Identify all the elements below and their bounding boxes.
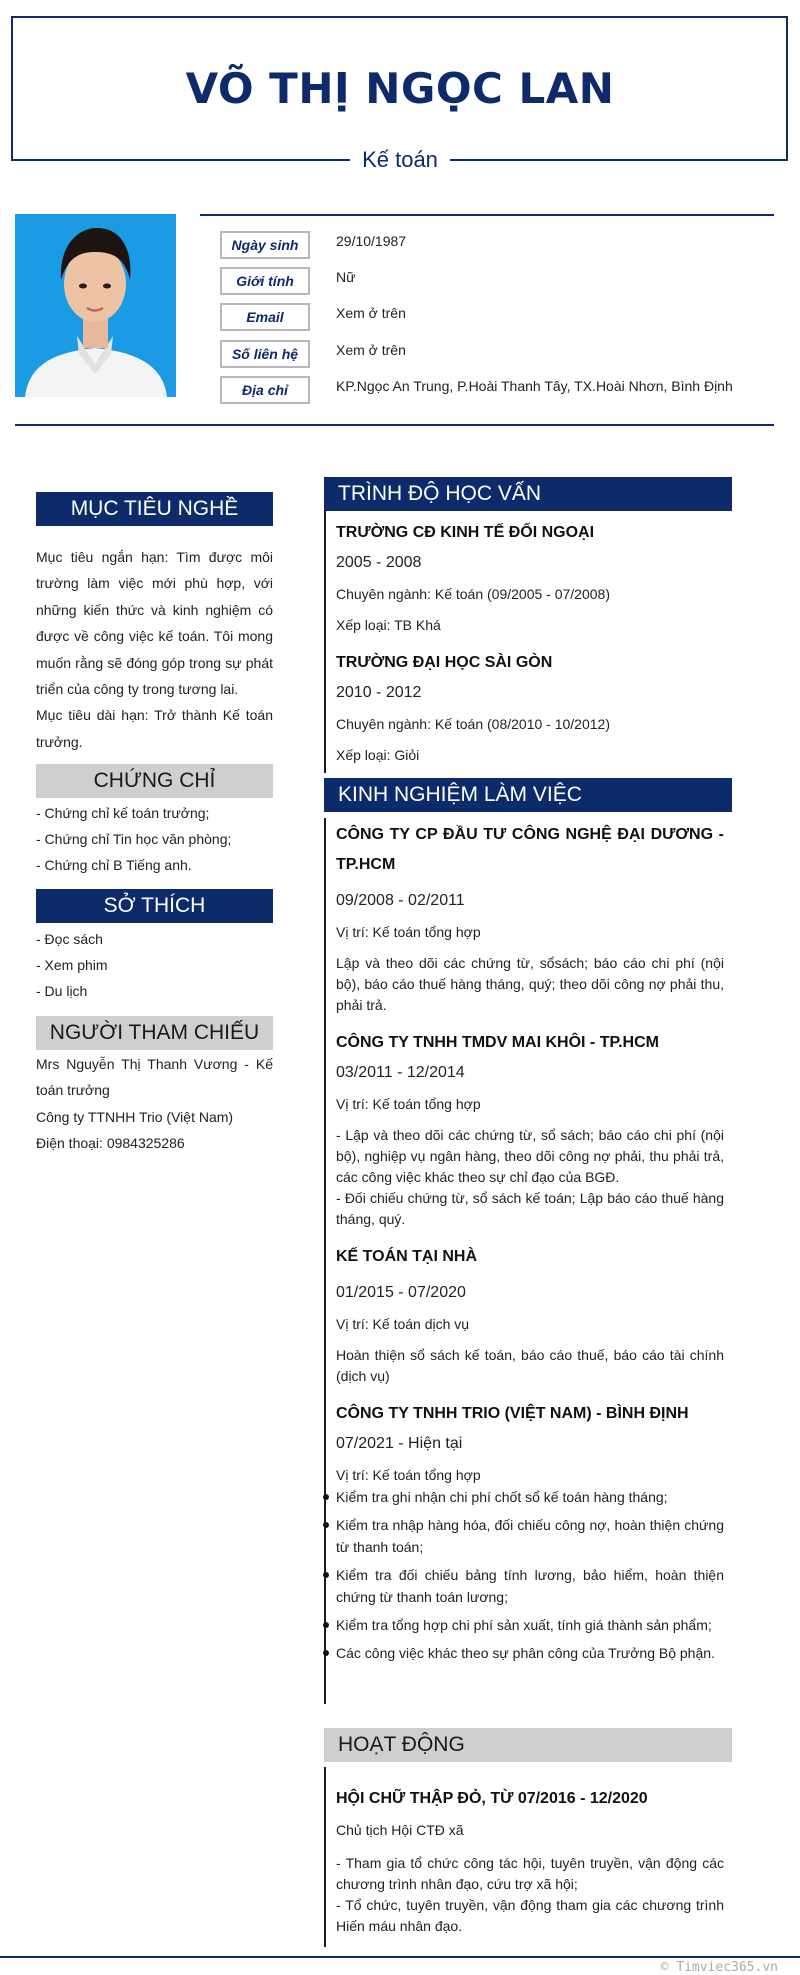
company-name: CÔNG TY TNHH TRIO (VIỆT NAM) - BÌNH ĐỊNH — [336, 1405, 689, 1422]
activities-rule — [324, 1767, 326, 1947]
job-description: - Đối chiếu chứng từ, sổ sách kế toán; Lập báo cáo thuế hàng tháng, quý. — [336, 1190, 724, 1227]
role-wrap — [0, 147, 800, 173]
job-period: 07/2021 - Hiện tại — [336, 1435, 463, 1452]
activity-org: HỘI CHỮ THẬP ĐỎ, TỪ 07/2016 - 12/2020 — [336, 1790, 648, 1807]
objective-heading: MỤC TIÊU NGHỀ NGHIỆP — [36, 492, 273, 526]
list-item: - Chứng chỉ kế toán trưởng; — [36, 805, 210, 821]
watermark: © Timviec365.vn — [660, 1960, 778, 1975]
hobbies-heading: SỞ THÍCH — [36, 889, 273, 923]
job-title: Kế toán — [350, 147, 450, 172]
phone-value: Xem ở trên — [336, 342, 406, 358]
objective-short: Mục tiêu ngắn hạn: Tìm được môi trường làm việc mới phù hợp, với những kiến thức và kinh nghiệm có được về công việc kế toán. Tôi mong muốn rằng sẽ đóng góp trong sự phát triển của công ty trong tương lai. — [36, 549, 273, 698]
list-item: Kiểm tra đối chiếu bảng tính lương, bảo hiểm, hoàn thiện chứng từ thanh toán lương; — [336, 1564, 724, 1608]
list-item: Kiểm tra nhập hàng hóa, đối chiếu công nợ, hoàn thiện chứng từ thanh toán; — [336, 1514, 724, 1558]
job-period: 09/2008 - 02/2011 — [336, 892, 465, 909]
activity-description: - Tham gia tổ chức công tác hội, tuyên truyền, vận động các chương trình nhân đạo, cứu trợ xã hội; — [336, 1855, 724, 1892]
references-heading: NGƯỜI THAM CHIẾU — [36, 1016, 273, 1050]
list-item: - Xem phim — [36, 957, 108, 973]
experience-list — [336, 820, 724, 1670]
activities-heading: HOẠT ĐỘNG — [324, 1728, 732, 1762]
candidate-name: VÕ THỊ NGỌC LAN — [185, 64, 615, 113]
address-value: KP.Ngọc An Trung, P.Hoài Thanh Tây, TX.Hoài Nhơn, Bình Định — [336, 378, 733, 394]
school-grade: Xếp loại: TB Khá — [336, 617, 441, 633]
education-list — [336, 518, 724, 766]
experience-heading: KINH NGHIỆM LÀM VIỆC — [324, 778, 732, 812]
school-period: 2005 - 2008 — [336, 554, 422, 571]
school-name: TRƯỜNG ĐẠI HỌC SÀI GÒN — [336, 654, 553, 671]
job-position: Vị trí: Kế toán tổng hợp — [336, 1467, 481, 1483]
job-period: 03/2011 - 12/2014 — [336, 1064, 465, 1081]
duties-list — [336, 1486, 724, 1664]
list-item: Kiểm tra ghi nhận chi phí chốt sổ kế toán hàng tháng; — [336, 1486, 724, 1508]
school-name: TRƯỜNG CĐ KINH TẾ ĐỐI NGOẠI — [336, 524, 595, 541]
portrait-photo-icon — [15, 214, 176, 397]
job-position: Vị trí: Kế toán dịch vụ — [336, 1316, 470, 1332]
company-name: CÔNG TY CP ĐẦU TƯ CÔNG NGHỆ ĐẠI DƯƠNG - TP.HCM — [336, 826, 724, 873]
school-period: 2010 - 2012 — [336, 684, 422, 701]
hobbies-list — [36, 926, 273, 1004]
list-item: Các công việc khác theo sự phân công của Trưởng Bộ phận. — [336, 1642, 724, 1664]
profile-bottom-rule — [15, 424, 774, 426]
school-grade: Xếp loại: Giỏi — [336, 747, 420, 763]
list-item: - Chứng chỉ B Tiếng anh. — [36, 857, 192, 873]
activity-role: Chủ tịch Hội CTĐ xã — [336, 1822, 464, 1838]
profile-top-rule — [200, 214, 774, 216]
email-label: Email — [220, 303, 310, 331]
certificates-list — [36, 800, 273, 878]
references-list — [36, 1051, 273, 1157]
reference-company: Công ty TTNHH Trio (Việt Nam) — [36, 1108, 234, 1125]
birthdate-value: 29/10/1987 — [336, 233, 407, 249]
address-label: Địa chỉ — [220, 376, 310, 404]
list-item: - Du lịch — [36, 983, 88, 999]
list-item: - Đọc sách — [36, 931, 103, 947]
job-description: Lập và theo dõi các chứng từ, sổsách; báo cáo chi phí (nội bộ), báo cáo thuế hàng tháng, quý; theo dõi công nợ phải thu, phải trả. — [336, 955, 724, 1013]
education-rule — [324, 511, 326, 773]
company-name: CÔNG TY TNHH TMDV MAI KHÔI - TP.HCM — [336, 1034, 659, 1051]
company-name: KẾ TOÁN TẠI NHÀ — [336, 1248, 478, 1265]
phone-label: Số liên hệ — [220, 340, 310, 368]
school-major: Chuyên ngành: Kế toán (08/2010 - 10/2012) — [336, 716, 610, 732]
job-description: - Lập và theo dõi các chứng từ, sổ sách; báo cáo chi phí (nội bộ), nghiệp vụ ngân hàng, theo dõi công nợ phải, thu phải trả, các công việc khác theo sự chỉ đạo của BGĐ. — [336, 1127, 724, 1185]
list-item: Kiểm tra tổng hợp chi phí sản xuất, tính giá thành sản phẩm; — [336, 1614, 724, 1636]
reference-name: Mrs Nguyễn Thị Thanh Vương - Kế toán trưởng — [36, 1056, 273, 1099]
footer-rule — [0, 1956, 800, 1958]
job-position: Vị trí: Kế toán tổng hợp — [336, 924, 481, 940]
activity-description: - Tổ chức, tuyên truyền, vận động tham gia các chương trình Hiến máu nhân đạo. — [336, 1897, 724, 1934]
education-heading: TRÌNH ĐỘ HỌC VẤN — [324, 477, 732, 511]
job-position: Vị trí: Kế toán tổng hợp — [336, 1096, 481, 1112]
school-major: Chuyên ngành: Kế toán (09/2005 - 07/2008) — [336, 586, 610, 602]
job-period: 01/2015 - 07/2020 — [336, 1284, 466, 1301]
birthdate-label: Ngày sinh — [220, 231, 310, 259]
gender-label: Giới tính — [220, 267, 310, 295]
gender-value: Nữ — [336, 269, 356, 285]
objective-long: Mục tiêu dài hạn: Trở thành Kế toán trưởng. — [36, 707, 273, 750]
certificates-heading: CHỨNG CHỈ — [36, 764, 273, 798]
objective-text — [36, 544, 273, 755]
list-item: - Chứng chỉ Tin học văn phòng; — [36, 831, 232, 847]
reference-phone: Điện thoại: 0984325286 — [36, 1135, 185, 1152]
activities-block — [336, 1784, 724, 1937]
job-description: Hoàn thiện sổ sách kế toán, báo cáo thuế, báo cáo tài chính (dịch vụ) — [336, 1347, 724, 1384]
email-value: Xem ở trên — [336, 305, 406, 321]
